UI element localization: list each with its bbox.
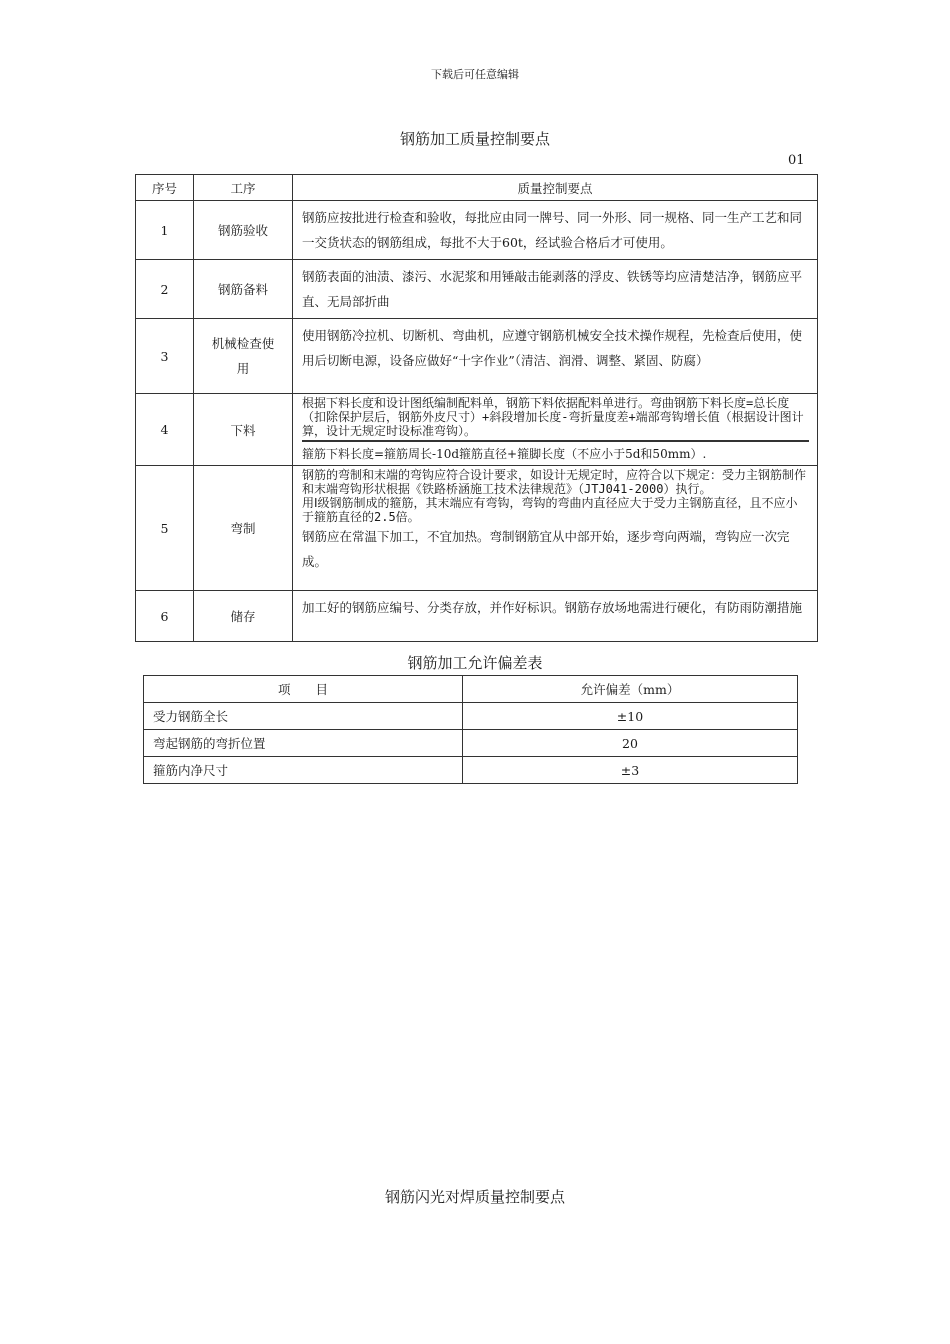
- page-number: 01: [788, 153, 805, 168]
- row-no: 2: [136, 260, 194, 319]
- row-process: 钢筋备料: [194, 260, 293, 319]
- row-process: 储存: [194, 591, 293, 642]
- row-process: 钢筋验收: [194, 201, 293, 260]
- row-points: [293, 394, 818, 466]
- header-item: 项 目: [144, 676, 463, 703]
- header-process: 工序: [194, 175, 293, 201]
- row-no: 6: [136, 591, 194, 642]
- header-tolerance: 允许偏差（mm）: [463, 676, 798, 703]
- table-row: [144, 703, 798, 730]
- row-no: 3: [136, 319, 194, 394]
- point-text: 钢筋的弯制和末端的弯钩应符合设计要求，如设计无规定时，应符合以下规定：受力主钢筋制作和末端弯钩形状根据《铁路桥涵施工技术法律规范》（JTJ041-2000）执行。: [302, 468, 807, 496]
- header-note: 下载后可任意编辑: [431, 68, 519, 81]
- point-text: 钢筋应在常温下加工，不宜加热。弯制钢筋宜从中部开始，逐步弯向两端，弯钩应一次完成。: [302, 529, 790, 569]
- section-title-flash-welding: 钢筋闪光对焊质量控制要点: [384, 1188, 565, 1206]
- row-points: 钢筋表面的油渍、漆污、水泥浆和用锤敲击能剥落的浮皮、铁锈等均应清楚洁净，钢筋应平直、无局部折曲: [293, 260, 818, 319]
- table-row: [136, 591, 818, 642]
- row-points: 加工好的钢筋应编号、分类存放，并作好标识。钢筋存放场地需进行硬化，有防雨防潮措施: [293, 591, 818, 642]
- table-row: [136, 394, 818, 466]
- section-title-tolerance: 钢筋加工允许偏差表: [407, 654, 543, 672]
- point-text: 根据下料长度和设计图纸编制配料单，钢筋下料依据配料单进行。弯曲钢筋下料长度=总长度（扣除保护层后，钢筋外皮尺寸）+斜段增加长度-弯折量度差+端部弯钩增长值（根据设计图计算，设计无规定时设标准弯钩）。: [302, 396, 804, 438]
- point-text: 用Ⅰ级钢筋制成的箍筋，其末端应有弯钩，弯钩的弯曲内直径应大于受力主钢筋直径，且不应小于箍筋直径的2.5倍。: [302, 496, 798, 524]
- row-item: 受力钢筋全长: [144, 703, 463, 730]
- table-row: [144, 757, 798, 784]
- table-row: [136, 201, 818, 260]
- header-no: 序号: [136, 175, 194, 201]
- table-row: [136, 260, 818, 319]
- header-points: 质量控制要点: [293, 175, 818, 201]
- tolerance-table: [143, 675, 798, 784]
- table-row: [136, 319, 818, 394]
- row-no: 4: [136, 394, 194, 466]
- table-header-row: [144, 676, 798, 703]
- point-text: 箍筋下料长度=箍筋周长-10d箍筋直径+箍脚长度（不应小于5d和50mm）.: [302, 440, 809, 463]
- table-row: [136, 466, 818, 591]
- quality-control-table: [135, 174, 818, 642]
- row-process: 弯制: [194, 466, 293, 591]
- table-header-row: [136, 175, 818, 201]
- row-points: [293, 466, 818, 591]
- row-process: 机械检查使用: [194, 319, 293, 394]
- row-value: ±10: [463, 703, 798, 730]
- row-item: 弯起钢筋的弯折位置: [144, 730, 463, 757]
- row-points: 使用钢筋冷拉机、切断机、弯曲机，应遵守钢筋机械安全技术操作规程，先检查后使用，使用后切断电源，设备应做好“十字作业”（清洁、润滑、调整、紧固、防腐）: [293, 319, 818, 394]
- table-row: [144, 730, 798, 757]
- row-no: 1: [136, 201, 194, 260]
- row-points: 钢筋应按批进行检查和验收，每批应由同一牌号、同一外形、同一规格、同一生产工艺和同一交货状态的钢筋组成，每批不大于60t，经试验合格后才可使用。: [293, 201, 818, 260]
- row-value: 20: [463, 730, 798, 757]
- row-item: 箍筋内净尺寸: [144, 757, 463, 784]
- row-no: 5: [136, 466, 194, 591]
- section-title-processing-qc: 钢筋加工质量控制要点: [399, 130, 550, 148]
- row-value: ±3: [463, 757, 798, 784]
- row-process: 下料: [194, 394, 293, 466]
